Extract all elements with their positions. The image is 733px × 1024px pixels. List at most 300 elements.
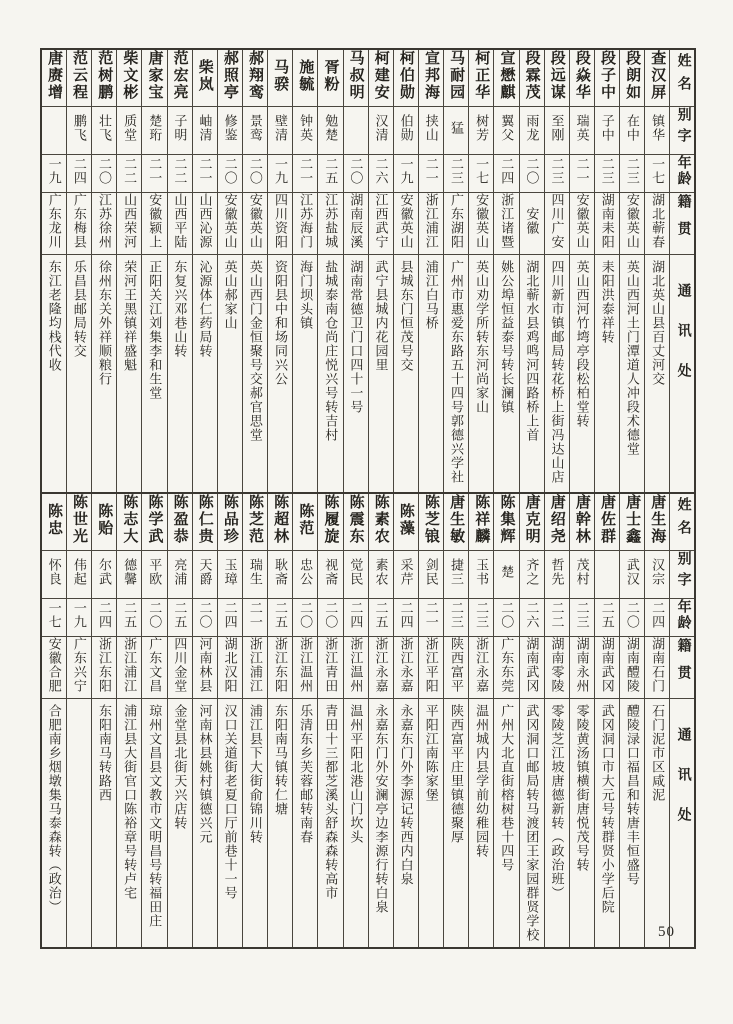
age-cell-text: 一九 xyxy=(46,157,62,185)
courtesy-name-cell xyxy=(192,551,217,599)
native-place-cell xyxy=(192,637,217,699)
native-place-cell-text: 江苏海门 xyxy=(298,193,314,249)
name-cell xyxy=(242,493,267,551)
age-cell xyxy=(620,155,645,193)
name-cell xyxy=(117,49,142,107)
address-cell xyxy=(343,699,368,949)
age-cell-text: 二三 xyxy=(448,157,464,185)
name-cell xyxy=(469,49,494,107)
name-cell-text: 陈震东 xyxy=(347,494,364,545)
native-place-cell xyxy=(318,637,343,699)
courtesy-name-cell-text: 尔武 xyxy=(96,558,112,586)
native-place-cell xyxy=(343,193,368,255)
name-cell-text: 范树鹏 xyxy=(96,50,113,101)
address-cell-text: 海门坝头镇 xyxy=(298,260,314,330)
native-place-cell-text: 湖北蕲春 xyxy=(650,193,666,249)
name-cell xyxy=(192,493,217,551)
courtesy-name-cell xyxy=(569,551,594,599)
address-cell xyxy=(594,699,619,949)
name-cell xyxy=(645,49,670,107)
directory-table-bottom xyxy=(40,492,696,949)
name-cell-text: 柴岚 xyxy=(196,58,213,93)
courtesy-name-cell xyxy=(343,551,368,599)
native-place-cell-text: 广东东莞 xyxy=(499,637,515,693)
name-cell xyxy=(444,49,469,107)
address-cell-text: 石门泥市区咸泥 xyxy=(650,704,666,802)
native-place-cell-text: 浙江温州 xyxy=(298,637,314,693)
courtesy-name-cell xyxy=(620,551,645,599)
native-place-cell xyxy=(494,193,519,255)
name-cell xyxy=(66,49,91,107)
native-place-cell xyxy=(368,193,393,255)
address-cell xyxy=(469,255,494,499)
age-cell-text: 二三 xyxy=(624,157,640,185)
courtesy-name-cell-text: 镇华 xyxy=(650,114,666,142)
native-place-cell-text: 湖南石门 xyxy=(650,637,666,693)
courtesy-name-cell-text: 汉宗 xyxy=(650,558,666,586)
courtesy-name-cell-text: 至刚 xyxy=(549,114,565,142)
address-cell xyxy=(393,255,418,499)
age-cell xyxy=(318,155,343,193)
name-cell xyxy=(418,49,443,107)
courtesy-name-cell-text: 瑞生 xyxy=(247,558,263,586)
address-cell-text: 东阳南马转路西 xyxy=(96,704,112,802)
name-cell-text: 郝翔鸾 xyxy=(247,50,264,101)
native-place-cell-text: 浙江温州 xyxy=(348,637,364,693)
age-cell-text: 二四 xyxy=(96,601,112,629)
courtesy-name-cell-text: 楚 xyxy=(499,565,515,579)
courtesy-name-cell-text: 挟山 xyxy=(423,114,439,142)
address-cell-text: 河南林县姚村镇德兴元 xyxy=(197,704,213,844)
name-cell xyxy=(167,493,192,551)
age-cell-text: 一七 xyxy=(650,157,666,185)
name-cell xyxy=(444,493,469,551)
courtesy-name-cell xyxy=(142,551,167,599)
age-cell xyxy=(519,599,544,637)
age-cell-text: 二三 xyxy=(474,601,490,629)
address-cell xyxy=(418,699,443,949)
courtesy-name-cell-text: 翼父 xyxy=(499,114,515,142)
address-cell xyxy=(117,255,142,499)
name-cell xyxy=(494,493,519,551)
age-cell-text: 二〇 xyxy=(624,601,640,629)
address-cell xyxy=(242,255,267,499)
address-cell-text: 耒阳洪泰祥转 xyxy=(599,260,615,344)
name-cell xyxy=(268,493,293,551)
address-cell-text: 正阳关江刘集李和生堂 xyxy=(147,260,163,400)
name-cell-text: 段子中 xyxy=(599,50,615,101)
address-cell-text: 英山郝家山 xyxy=(222,260,238,330)
age-cell-text: 二〇 xyxy=(348,157,364,185)
name-cell-text: 马叔明 xyxy=(347,50,364,101)
native-place-cell-text: 山西沁源 xyxy=(197,193,213,249)
courtesy-name-cell xyxy=(117,551,142,599)
name-cell-text: 唐生敏 xyxy=(448,494,465,545)
courtesy-name-cell xyxy=(544,107,569,155)
age-cell xyxy=(569,155,594,193)
courtesy-name-cell xyxy=(117,107,142,155)
name-cell-text: 陈志大 xyxy=(121,494,138,545)
courtesy-name-cell xyxy=(444,551,469,599)
native-place-cell-text: 陕西富平 xyxy=(448,637,464,693)
courtesy-name-cell-text: 伯勋 xyxy=(398,114,414,142)
native-place-cell xyxy=(469,637,494,699)
name-cell-text: 陈品珍 xyxy=(221,494,238,545)
age-cell xyxy=(418,599,443,637)
address-cell xyxy=(519,699,544,949)
name-cell xyxy=(368,493,393,551)
courtesy-name-cell xyxy=(469,107,494,155)
age-cell-text: 二二 xyxy=(122,157,138,185)
name-cell xyxy=(569,493,594,551)
courtesy-name-cell xyxy=(594,551,619,599)
native-place-cell-text: 浙江平阳 xyxy=(423,637,439,693)
address-cell xyxy=(66,255,91,499)
name-cell-text: 胥粉 xyxy=(322,58,339,93)
age-cell-text: 二五 xyxy=(122,601,138,629)
courtesy-name-cell xyxy=(92,551,117,599)
age-cell xyxy=(393,599,418,637)
courtesy-name-cell-text: 钟英 xyxy=(298,114,314,142)
name-cell-text: 柯建安 xyxy=(372,50,389,101)
age-cell xyxy=(192,155,217,193)
age-cell xyxy=(92,599,117,637)
address-cell xyxy=(444,699,469,949)
native-place-cell-text: 安徽英山 xyxy=(474,193,490,249)
column-header-label: 姓名 xyxy=(675,52,691,99)
name-cell-text: 宣懋麒 xyxy=(498,50,515,101)
address-cell-text: 东阳南马镇转仁塘 xyxy=(272,704,288,816)
age-cell xyxy=(142,155,167,193)
courtesy-name-cell-text: 觉民 xyxy=(348,558,364,586)
address-cell-text: 荣河王黑镇祥盛魁 xyxy=(122,260,138,372)
native-place-cell xyxy=(594,637,619,699)
age-cell-text: 一九 xyxy=(398,157,414,185)
native-place-cell-text: 江西武宁 xyxy=(373,193,389,249)
native-place-cell-text: 安徽 xyxy=(524,207,540,235)
native-place-cell-text: 浙江永嘉 xyxy=(373,637,389,693)
address-cell xyxy=(217,699,242,949)
address-cell xyxy=(41,699,66,949)
name-cell-text: 唐赓增 xyxy=(45,50,62,101)
courtesy-name-cell xyxy=(268,107,293,155)
native-place-cell xyxy=(242,193,267,255)
name-cell-text: 陈世光 xyxy=(71,494,88,545)
native-place-cell-text: 湖南辰溪 xyxy=(348,193,364,249)
name-cell-text: 陈藻 xyxy=(397,502,414,537)
name-cell xyxy=(92,49,117,107)
native-place-cell xyxy=(444,637,469,699)
courtesy-name-cell-text: 猛 xyxy=(448,121,464,135)
name-cell xyxy=(544,493,569,551)
age-cell xyxy=(242,599,267,637)
column-header-native xyxy=(670,193,695,255)
native-place-cell xyxy=(444,193,469,255)
address-cell xyxy=(544,255,569,499)
address-cell xyxy=(92,255,117,499)
column-header-label: 别字 xyxy=(675,107,691,149)
native-place-cell-text: 浙江浦江 xyxy=(122,637,138,693)
age-cell xyxy=(167,155,192,193)
native-place-cell-text: 安徽颍上 xyxy=(147,193,163,249)
name-cell-text: 陈芝范 xyxy=(247,494,264,545)
name-cell-text: 唐生海 xyxy=(649,494,666,545)
address-cell-text: 沁源体仁药局转 xyxy=(197,260,213,358)
courtesy-name-cell xyxy=(645,551,670,599)
native-place-cell-text: 湖南武冈 xyxy=(524,637,540,693)
column-header-name xyxy=(670,493,695,551)
column-header-address xyxy=(670,255,695,499)
age-cell xyxy=(519,155,544,193)
address-cell-text: 武宁县城内花园里 xyxy=(373,260,389,372)
native-place-cell xyxy=(318,193,343,255)
courtesy-name-cell xyxy=(393,551,418,599)
name-cell xyxy=(393,49,418,107)
address-cell xyxy=(645,699,670,949)
courtesy-name-cell xyxy=(393,107,418,155)
courtesy-name-cell xyxy=(142,107,167,155)
address-cell-text: 温州平阳北港山门坎头 xyxy=(348,704,364,844)
address-cell xyxy=(444,255,469,499)
name-cell xyxy=(66,493,91,551)
age-cell xyxy=(368,599,393,637)
address-cell-text: 零陵黄汤镇横街唐悦茂号转 xyxy=(574,704,590,872)
native-place-cell xyxy=(293,637,318,699)
address-cell xyxy=(142,699,167,949)
age-cell-text: 二五 xyxy=(599,601,615,629)
native-place-cell-text: 湖南零陵 xyxy=(549,637,565,693)
name-cell-text: 范云程 xyxy=(71,50,88,101)
age-cell-text: 二〇 xyxy=(96,157,112,185)
name-cell xyxy=(519,49,544,107)
age-cell xyxy=(569,599,594,637)
name-cell-text: 陈履旋 xyxy=(322,494,339,545)
column-header-zi xyxy=(670,551,695,599)
native-place-cell xyxy=(217,193,242,255)
name-cell xyxy=(393,493,418,551)
native-place-cell xyxy=(594,193,619,255)
address-cell-text: 湖北英山县百丈河交 xyxy=(650,260,666,386)
courtesy-name-cell xyxy=(569,107,594,155)
column-header-label: 别字 xyxy=(675,551,691,593)
native-place-cell-text: 湖南武冈 xyxy=(599,637,615,693)
name-cell-text: 查汉屏 xyxy=(649,50,666,101)
name-cell-text: 宣邦海 xyxy=(423,50,440,101)
native-place-cell xyxy=(469,193,494,255)
name-cell xyxy=(142,493,167,551)
address-cell xyxy=(92,699,117,949)
courtesy-name-cell xyxy=(519,551,544,599)
name-cell xyxy=(293,49,318,107)
courtesy-name-cell xyxy=(519,107,544,155)
courtesy-name-cell xyxy=(368,107,393,155)
native-place-cell-text: 浙江浦江 xyxy=(247,637,263,693)
native-place-cell xyxy=(368,637,393,699)
address-cell-text: 广州大北直街榕树巷十四号 xyxy=(499,704,515,872)
address-cell xyxy=(192,255,217,499)
page-number: 50 xyxy=(658,924,675,940)
age-cell xyxy=(268,599,293,637)
native-place-cell xyxy=(192,193,217,255)
courtesy-name-cell-text: 雨龙 xyxy=(524,114,540,142)
courtesy-name-cell xyxy=(66,551,91,599)
age-cell xyxy=(494,599,519,637)
courtesy-name-cell-text: 平欧 xyxy=(147,558,163,586)
age-cell-text: 二一 xyxy=(574,157,590,185)
name-cell xyxy=(217,493,242,551)
name-cell xyxy=(343,49,368,107)
age-cell-text: 二〇 xyxy=(197,601,213,629)
name-cell xyxy=(167,49,192,107)
name-cell-text: 唐绍尧 xyxy=(548,494,565,545)
name-cell-text: 施毓 xyxy=(297,58,314,93)
age-cell-text: 二五 xyxy=(373,601,389,629)
native-place-cell xyxy=(217,637,242,699)
courtesy-name-cell xyxy=(544,551,569,599)
age-cell-text: 二四 xyxy=(499,157,515,185)
age-cell xyxy=(117,155,142,193)
native-place-cell xyxy=(142,637,167,699)
age-cell xyxy=(117,599,142,637)
name-cell-text: 马骙 xyxy=(272,58,289,93)
name-cell-text: 陈素农 xyxy=(372,494,389,545)
age-cell xyxy=(268,155,293,193)
courtesy-name-cell-text: 岫清 xyxy=(197,114,213,142)
age-cell xyxy=(41,155,66,193)
age-cell-text: 二六 xyxy=(524,601,540,629)
courtesy-name-cell-text: 子明 xyxy=(172,114,188,142)
name-cell xyxy=(418,493,443,551)
column-header-address xyxy=(670,699,695,949)
address-cell xyxy=(494,699,519,949)
name-cell-text: 陈仁贵 xyxy=(196,494,213,545)
name-cell xyxy=(217,49,242,107)
name-cell-text: 唐家宝 xyxy=(146,50,163,101)
courtesy-name-cell-text: 忠公 xyxy=(298,558,314,586)
address-cell xyxy=(343,255,368,499)
address-cell-text: 永嘉东门外安澜亭边李源行转白泉 xyxy=(373,704,389,914)
age-cell xyxy=(66,599,91,637)
courtesy-name-cell xyxy=(318,551,343,599)
native-place-cell xyxy=(117,637,142,699)
name-cell xyxy=(242,49,267,107)
address-cell-text: 东复兴邓巷山转 xyxy=(172,260,188,358)
courtesy-name-cell-text: 玉璋 xyxy=(222,558,238,586)
native-place-cell xyxy=(268,637,293,699)
column-header-native xyxy=(670,637,695,699)
column-header-label: 籍贯 xyxy=(675,638,691,692)
age-cell-text: 二五 xyxy=(323,157,339,185)
address-cell-text: 湖南常德卫门口四十一号 xyxy=(348,260,364,414)
address-cell-text: 东江老隆均栈代收 xyxy=(46,260,62,372)
age-cell xyxy=(469,599,494,637)
courtesy-name-cell xyxy=(620,107,645,155)
name-cell-text: 陈盈恭 xyxy=(171,494,188,545)
address-cell-text: 平阳江南陈家堡 xyxy=(423,704,439,802)
native-place-cell-text: 安徽英山 xyxy=(624,193,640,249)
age-cell-text: 二〇 xyxy=(222,157,238,185)
courtesy-name-cell-text: 树芳 xyxy=(474,114,490,142)
native-place-cell xyxy=(268,193,293,255)
age-cell xyxy=(293,155,318,193)
courtesy-name-cell-text: 采芹 xyxy=(398,558,414,586)
address-cell xyxy=(318,255,343,499)
column-header-age xyxy=(670,155,695,193)
name-cell-text: 段朗如 xyxy=(624,50,641,101)
age-cell-text: 一七 xyxy=(46,601,62,629)
age-cell-text: 二一 xyxy=(423,601,439,629)
name-cell-text: 陈集辉 xyxy=(498,494,515,545)
courtesy-name-cell xyxy=(268,551,293,599)
address-cell xyxy=(217,255,242,499)
age-cell xyxy=(242,155,267,193)
courtesy-name-cell xyxy=(418,107,443,155)
native-place-cell-text: 四川广安 xyxy=(549,193,565,249)
name-cell-text: 范宏亮 xyxy=(171,50,188,101)
courtesy-name-cell-text: 视斋 xyxy=(323,558,339,586)
age-cell xyxy=(645,155,670,193)
courtesy-name-cell xyxy=(494,107,519,155)
column-header-label: 通讯处 xyxy=(675,727,691,847)
age-cell xyxy=(418,155,443,193)
age-cell xyxy=(393,155,418,193)
address-cell xyxy=(519,255,544,499)
age-cell-text: 一九 xyxy=(272,157,288,185)
native-place-cell xyxy=(544,193,569,255)
address-cell-text: 青田十三都芝溪头舒森森转高市 xyxy=(323,704,339,900)
name-cell xyxy=(594,49,619,107)
column-header-label: 姓名 xyxy=(675,496,691,543)
address-cell-text: 醴陵渌口福昌和转唐丰恒盛号 xyxy=(624,704,640,886)
courtesy-name-cell xyxy=(242,551,267,599)
age-cell-text: 二二 xyxy=(172,157,188,185)
courtesy-name-cell-text: 壁清 xyxy=(272,114,288,142)
age-cell-text: 二一 xyxy=(247,601,263,629)
native-place-cell xyxy=(343,637,368,699)
native-place-cell xyxy=(167,193,192,255)
native-place-cell-text: 广东文昌 xyxy=(147,637,163,693)
address-cell-text: 乐清东乡芙蓉邮转南春 xyxy=(298,704,314,844)
name-cell xyxy=(645,493,670,551)
address-cell-text: 盐城泰南仓尚庄悦兴号转吉村 xyxy=(323,260,339,442)
native-place-cell-text: 安徽英山 xyxy=(247,193,263,249)
name-cell-text: 陈祥麟 xyxy=(473,494,490,545)
name-cell xyxy=(620,49,645,107)
native-place-cell-text: 江苏徐州 xyxy=(96,193,112,249)
native-place-cell xyxy=(393,193,418,255)
name-cell-text: 马耐园 xyxy=(448,50,465,101)
native-place-cell-text: 浙江永嘉 xyxy=(398,637,414,693)
courtesy-name-cell xyxy=(192,107,217,155)
courtesy-name-cell-text: 瑞英 xyxy=(574,114,590,142)
age-cell xyxy=(318,599,343,637)
courtesy-name-cell xyxy=(293,551,318,599)
courtesy-name-cell-text: 在中 xyxy=(624,114,640,142)
native-place-cell xyxy=(544,637,569,699)
courtesy-name-cell xyxy=(418,551,443,599)
name-cell xyxy=(192,49,217,107)
native-place-cell-text: 浙江浦江 xyxy=(423,193,439,249)
age-cell-text: 二四 xyxy=(348,601,364,629)
address-cell xyxy=(469,699,494,949)
native-place-cell xyxy=(494,637,519,699)
native-place-cell-text: 浙江东阳 xyxy=(96,637,112,693)
native-place-cell xyxy=(645,193,670,255)
directory-table-top xyxy=(40,48,696,500)
age-cell-text: 二三 xyxy=(599,157,615,185)
address-cell-text: 英山西河竹塆亭段松柏堂转 xyxy=(574,260,590,428)
name-cell-text: 陈忠 xyxy=(45,502,62,537)
